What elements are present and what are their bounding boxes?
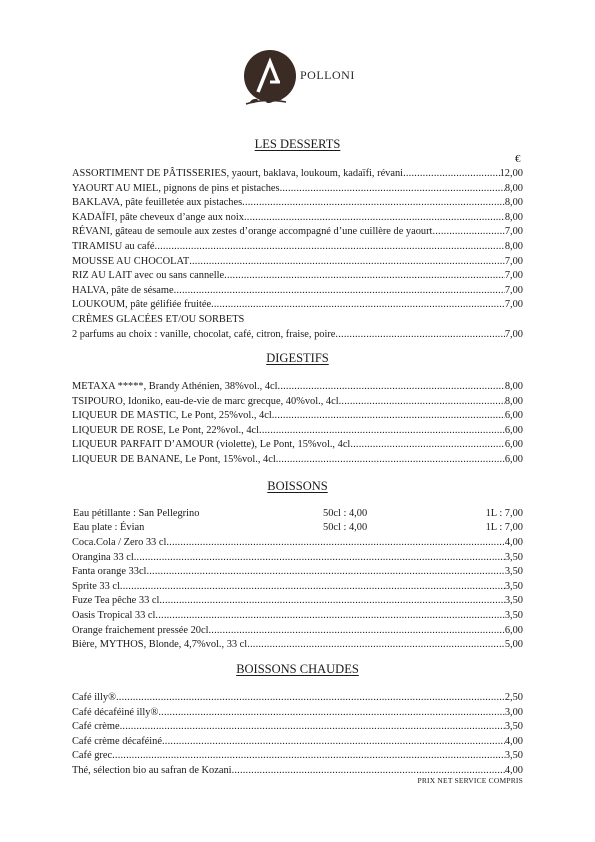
item-price: 8,00 xyxy=(504,182,523,194)
water-price-1l: 1L : 7,00 xyxy=(485,522,523,533)
menu-item xyxy=(72,210,523,225)
water-price-50cl: 50cl : 4,00 xyxy=(323,508,368,519)
section-title-boissons: BOISSONS xyxy=(267,479,328,493)
dot-leader xyxy=(272,408,505,423)
item-price: 3,50 xyxy=(504,721,523,733)
menu-item xyxy=(72,166,523,181)
item-name: RIZ AU LAIT avec ou sans cannelle xyxy=(72,270,225,282)
item-name: BAKLAVA, pâte feuilletée aux pistaches xyxy=(72,197,243,209)
item-name: Fanta orange 33cl xyxy=(72,566,147,578)
menu-item xyxy=(72,224,523,239)
water-price-50cl: 50cl : 4,00 xyxy=(323,522,368,533)
dot-leader xyxy=(120,719,505,734)
dot-leader xyxy=(120,579,505,594)
menu-item xyxy=(72,550,523,565)
section-title-desserts: LES DESSERTS xyxy=(254,137,341,151)
item-name: LOUKOUM, pâte gélifiée fruitée xyxy=(72,299,212,311)
item-price: 4,00 xyxy=(504,765,523,776)
dot-leader xyxy=(278,379,505,394)
water-row xyxy=(72,521,523,535)
item-name: ASSORTIMENT DE PÂTISSERIES, yaourt, baklava, loukoum, kadaïfi, révani xyxy=(72,168,404,179)
item-name: LIQUEUR PARFAIT D’AMOUR (violette), Le Pont, 15%vol., 4cl xyxy=(72,439,351,451)
item-name: TSIPOURO, Idoniko, eau-de-vie de marc grecque, 40%vol., 4cl xyxy=(72,395,339,407)
item-price: 3,00 xyxy=(504,706,523,718)
item-price: 5,00 xyxy=(504,639,523,651)
item-name: Sprite 33 cl xyxy=(72,580,120,592)
item-name: Oasis Tropical 33 cl xyxy=(72,610,156,621)
menu-item xyxy=(72,637,523,652)
dot-leader xyxy=(432,224,504,239)
menu-item xyxy=(72,748,523,763)
item-price: 7,00 xyxy=(504,328,523,340)
dot-leader xyxy=(146,564,504,579)
item-name: Café illy® xyxy=(72,692,116,703)
dot-leader xyxy=(155,239,505,254)
item-price: 6,00 xyxy=(504,410,523,422)
item-price: 7,00 xyxy=(504,299,523,311)
dot-leader xyxy=(247,637,505,652)
item-name: Thé, sélection bio au safran de Kozani xyxy=(72,765,232,776)
item-name: LIQUEUR DE BANANE, Le Pont, 15%vol., 4cl xyxy=(72,454,276,465)
dot-leader xyxy=(276,452,505,467)
item-price: 7,00 xyxy=(504,255,523,267)
item-name: RÉVANI, gâteau de semoule aux zestes d’orange accompagné d’une cuillère de yaourt xyxy=(72,226,433,238)
menu-item xyxy=(72,239,523,254)
item-name: KADAÏFI, pâte cheveux d’ange aux noix xyxy=(72,211,244,223)
footnote: PRIX NET SERVICE COMPRIS xyxy=(417,776,523,785)
item-name: YAOURT AU MIEL, pignons de pins et pistaches xyxy=(72,182,280,194)
item-price: 6,00 xyxy=(504,624,523,636)
item-price: 7,00 xyxy=(504,226,523,238)
menu-item xyxy=(72,181,523,196)
dot-leader xyxy=(403,166,500,181)
water-price-1l: 1L : 7,00 xyxy=(485,508,523,519)
dot-leader xyxy=(134,550,505,565)
dot-leader xyxy=(259,423,505,438)
dot-leader xyxy=(162,734,505,749)
item-price: 3,50 xyxy=(504,551,523,563)
dot-leader xyxy=(189,254,505,269)
dot-leader xyxy=(280,181,505,196)
item-price: 4,00 xyxy=(504,537,523,548)
menu-item xyxy=(72,312,523,327)
item-name: Bière, MYTHOS, Blonde, 4,7%vol., 33 cl xyxy=(72,639,248,651)
dot-leader xyxy=(339,394,505,409)
brand-name: POLLONI xyxy=(300,68,355,82)
menu-item xyxy=(72,394,523,409)
item-price: 8,00 xyxy=(504,241,523,252)
item-name: Café grec xyxy=(72,750,113,762)
item-name: CRÈMES GLACÉES ET/OU SORBETS xyxy=(72,314,245,325)
menu-item xyxy=(72,705,523,720)
menu-item xyxy=(72,283,523,298)
menu-item xyxy=(72,297,523,312)
water-name: Eau pétillante : San Pellegrino xyxy=(73,508,200,519)
item-name: HALVA, pâte de sésame xyxy=(72,284,174,296)
item-price: 4,00 xyxy=(504,735,523,747)
menu-item xyxy=(72,254,523,269)
menu-item xyxy=(72,408,523,423)
item-name: Orangina 33 cl xyxy=(72,551,134,563)
section-title-boissons-chaudes: BOISSONS CHAUDES xyxy=(236,662,359,676)
item-name: Café crème décaféiné xyxy=(72,735,162,747)
menu-item xyxy=(72,195,523,210)
item-name: MOUSSE AU CHOCOLAT xyxy=(72,255,190,267)
item-name: LIQUEUR DE ROSE, Le Pont, 22%vol., 4cl xyxy=(72,424,260,436)
menu-item xyxy=(72,535,523,550)
item-price: 6,00 xyxy=(504,439,523,451)
dot-leader xyxy=(158,705,504,720)
dot-leader xyxy=(112,748,505,763)
water-row xyxy=(72,507,523,521)
dot-leader xyxy=(211,297,505,312)
menu-item xyxy=(72,452,523,467)
menu-item xyxy=(72,579,523,594)
item-price: 8,00 xyxy=(504,197,523,209)
menu-item xyxy=(72,268,523,283)
item-price: 3,50 xyxy=(504,595,523,607)
menu-item xyxy=(72,608,523,623)
item-price: 8,00 xyxy=(504,381,523,392)
menu-item xyxy=(72,719,523,734)
item-price: 6,00 xyxy=(504,454,523,465)
item-name: TIRAMISU au café xyxy=(72,241,155,252)
dot-leader xyxy=(224,268,505,283)
dot-leader xyxy=(244,210,505,225)
item-name: 2 parfums au choix : vanille, chocolat, café, citron, fraise, poire xyxy=(72,328,336,340)
menu-item xyxy=(72,690,523,705)
item-name: Fuze Tea pêche 33 cl xyxy=(72,595,160,607)
menu-item xyxy=(72,564,523,579)
item-name: METAXA *****, Brandy Athénien, 38%vol., 4cl xyxy=(72,381,278,392)
dot-leader xyxy=(335,327,504,342)
item-price: 3,50 xyxy=(504,580,523,592)
item-price: 8,00 xyxy=(504,395,523,407)
menu-item xyxy=(72,327,523,342)
dot-leader xyxy=(116,690,505,705)
dot-leader xyxy=(242,195,505,210)
item-price: 3,50 xyxy=(504,566,523,578)
menu-item xyxy=(72,379,523,394)
dot-leader xyxy=(166,535,504,550)
item-price: 2,50 xyxy=(504,692,523,703)
currency-symbol: € xyxy=(515,153,521,165)
logo xyxy=(0,0,595,125)
dot-leader xyxy=(159,593,504,608)
item-price: 7,00 xyxy=(504,270,523,282)
item-price: 6,00 xyxy=(504,424,523,436)
item-price: 8,00 xyxy=(504,211,523,223)
menu-item xyxy=(72,734,523,749)
apollon-logo-icon xyxy=(240,48,302,110)
dot-leader xyxy=(350,437,504,452)
menu-item xyxy=(72,593,523,608)
section-title-digestifs: DIGESTIFS xyxy=(266,351,329,365)
item-name: Café décaféiné illy® xyxy=(72,706,159,718)
item-price: 3,50 xyxy=(504,610,523,621)
item-price: 12,00 xyxy=(499,168,523,179)
dot-leader xyxy=(155,608,504,623)
menu-item xyxy=(72,623,523,638)
item-name: Coca.Cola / Zero 33 cl xyxy=(72,537,167,548)
item-name: Orange fraichement pressée 20cl xyxy=(72,624,209,636)
item-name: LIQUEUR DE MASTIC, Le Pont, 25%vol., 4cl xyxy=(72,410,272,422)
item-price: 3,50 xyxy=(504,750,523,762)
item-price: 7,00 xyxy=(504,284,523,296)
dot-leader xyxy=(208,623,504,638)
menu-item xyxy=(72,437,523,452)
item-name: Café crème xyxy=(72,721,120,733)
water-name: Eau plate : Évian xyxy=(73,522,145,533)
dot-leader xyxy=(174,283,505,298)
menu-item xyxy=(72,423,523,438)
